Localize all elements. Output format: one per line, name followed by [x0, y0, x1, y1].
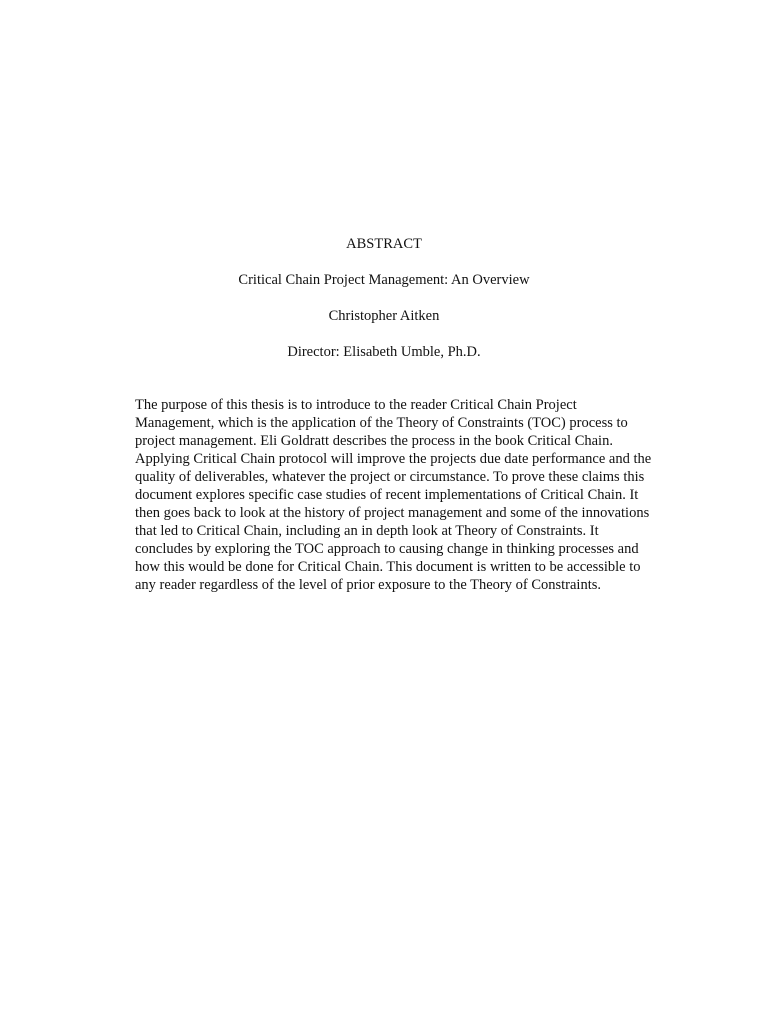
abstract-line: Applying Critical Chain protocol will improve the projects due date performance and the — [135, 451, 652, 467]
author-name: Christopher Aitken — [328, 308, 440, 324]
abstract-line: any reader regardless of the level of prior exposure to the Theory of Constraints. — [135, 577, 601, 593]
abstract-line: then goes back to look at the history of project management and some of the innovations — [135, 505, 650, 521]
abstract-paragraph — [135, 396, 655, 594]
document-title: Critical Chain Project Management: An Overview — [238, 272, 530, 288]
abstract-line: that led to Critical Chain, including an in depth look at Theory of Constraints. It — [135, 523, 599, 539]
abstract-line: concludes by exploring the TOC approach to causing change in thinking processes and — [135, 541, 639, 557]
abstract-line: quality of deliverables, whatever the project or circumstance. To prove these claims this — [135, 469, 645, 485]
abstract-line: project management. Eli Goldratt describes the process in the book Critical Chain. — [135, 433, 613, 449]
abstract-line: Management, which is the application of the Theory of Constraints (TOC) process to — [135, 415, 628, 431]
abstract-line: document explores specific case studies of recent implementations of Critical Chain. It — [135, 487, 639, 503]
abstract-line: how this would be done for Critical Chain. This document is written to be accessible to — [135, 559, 641, 575]
abstract-line: The purpose of this thesis is to introduce to the reader Critical Chain Project — [135, 397, 577, 413]
abstract-heading: ABSTRACT — [346, 236, 422, 252]
director-name: Director: Elisabeth Umble, Ph.D. — [287, 344, 481, 360]
